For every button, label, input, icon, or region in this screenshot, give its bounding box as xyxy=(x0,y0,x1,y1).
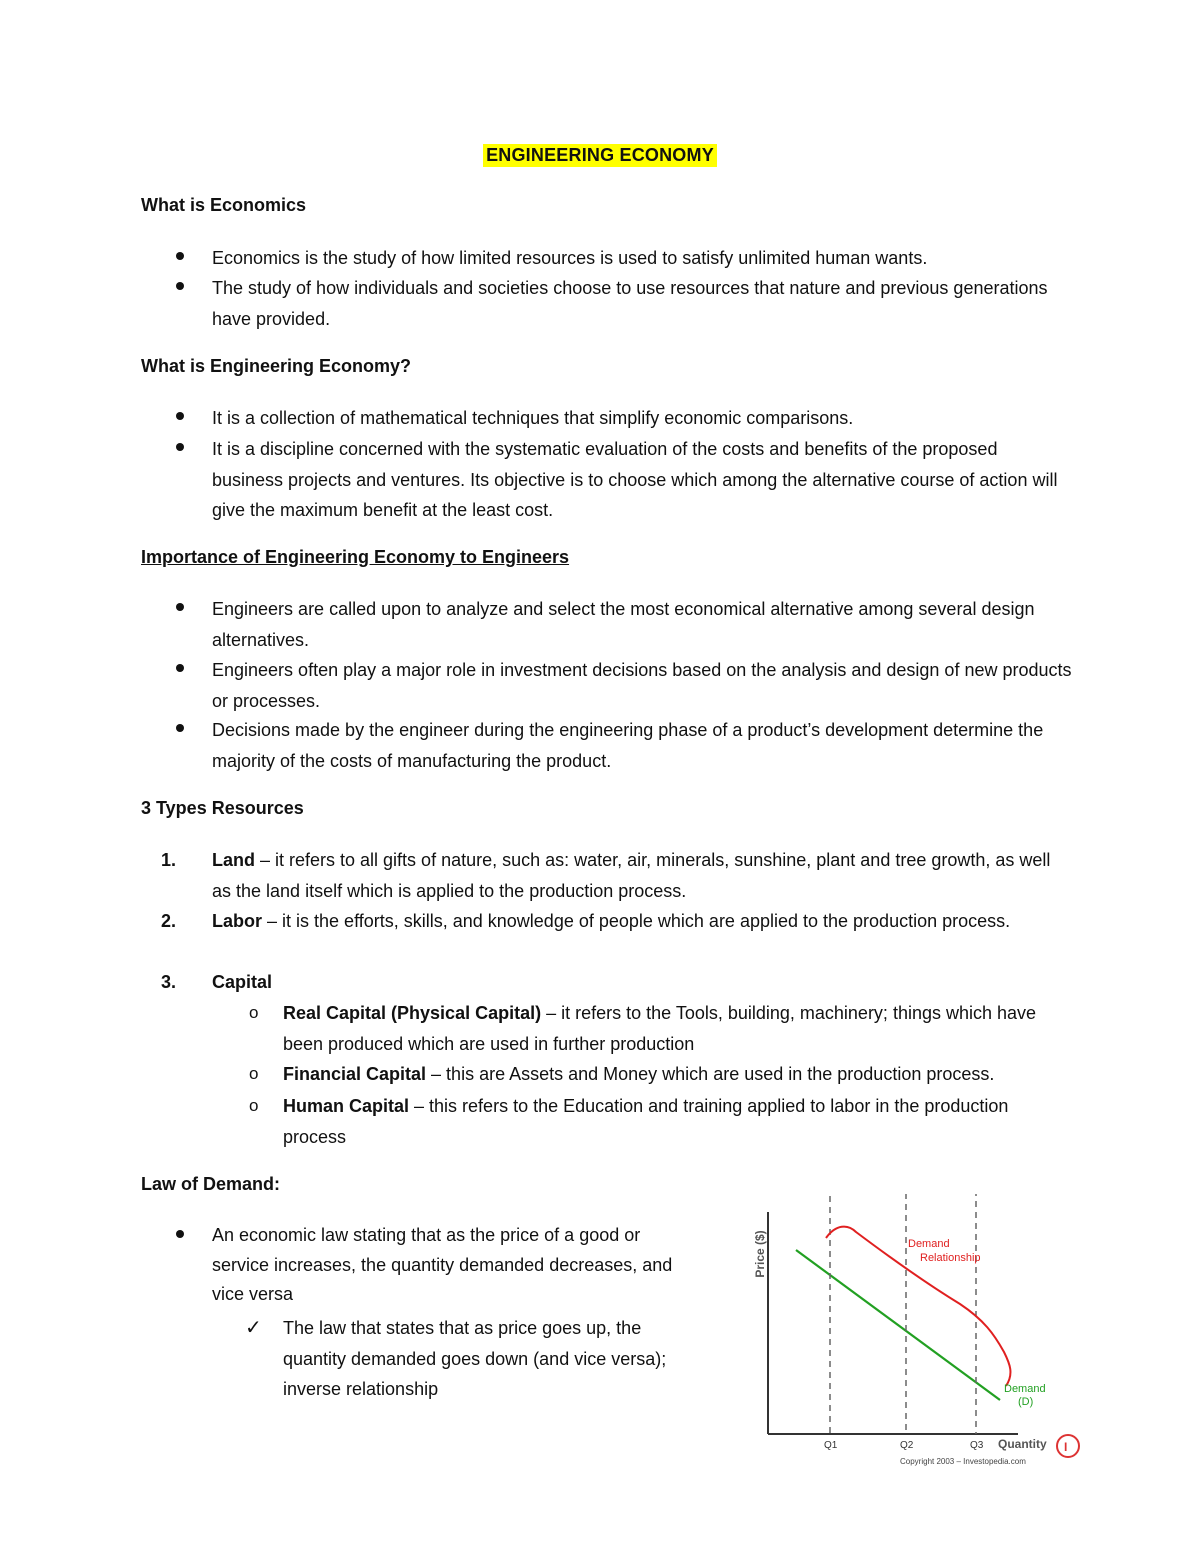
list-item xyxy=(212,1221,702,1310)
x-tick-label: Q2 xyxy=(900,1440,914,1451)
bullet-icon xyxy=(176,1230,184,1238)
bullet-icon xyxy=(176,724,184,732)
list-item xyxy=(212,715,1072,776)
list-item-text: Economics is the study of how limited resources is used to satisfy unlimited human wants. xyxy=(212,248,928,268)
x-axis-label: Quantity xyxy=(998,1437,1047,1451)
bullet-icon xyxy=(176,443,184,451)
bullet-icon xyxy=(176,603,184,611)
sub-bullet-marker: o xyxy=(249,1096,259,1115)
resource-term: Labor xyxy=(212,911,263,931)
sub-list-item xyxy=(249,1091,1073,1152)
bullet-icon xyxy=(176,282,184,290)
y-axis-label: Price ($) xyxy=(753,1230,767,1278)
list-item xyxy=(160,845,1072,906)
heading-engineering-economy: What is Engineering Economy? xyxy=(141,356,412,376)
list-item-text: The study of how individuals and societies choose to use resources that nature and previous generations have provided. xyxy=(212,278,1048,329)
resource-text: – it refers to all gifts of nature, such as: water, air, minerals, sunshine, plant and tree growth, as well as the land itself which is applied to the production process. xyxy=(212,850,1051,901)
heading-economics: What is Economics xyxy=(141,195,307,215)
copyright-text: Copyright 2003 – Investopedia.com xyxy=(900,1457,1026,1466)
list-item xyxy=(160,906,1072,937)
bullet-icon xyxy=(176,252,184,260)
list-item xyxy=(212,243,1072,274)
bullet-icon xyxy=(176,664,184,672)
capital-text: – this refers to the Education and training applied to labor in the production process xyxy=(283,1096,1009,1147)
list-number: 1. xyxy=(160,850,176,870)
checkmark-icon: ✓ xyxy=(245,1317,262,1339)
sub-bullet-marker: o xyxy=(249,1064,259,1083)
list-item xyxy=(212,273,1072,334)
heading-importance: Importance of Engineering Economy to Engineers xyxy=(141,547,570,567)
demand-chart xyxy=(748,1194,1088,1474)
annotation-relationship: Relationship xyxy=(920,1252,981,1264)
list-item-text: Engineers often play a major role in investment decisions based on the analysis and design of new products or processes. xyxy=(212,660,1072,711)
list-item xyxy=(212,594,1072,655)
sub-list-item xyxy=(249,1059,1073,1090)
list-item-text: Decisions made by the engineer during the engineering phase of a product’s development determine the majority of the costs of manufacturing the product. xyxy=(212,720,1044,771)
x-tick-label: Q1 xyxy=(824,1440,838,1451)
list-item xyxy=(212,434,1072,526)
list-item xyxy=(212,655,1072,716)
resource-term: Capital xyxy=(212,972,273,992)
capital-text: – it refers to the Tools, building, machinery; things which have been produced which are used in further production xyxy=(283,1003,1037,1054)
list-item-text: It is a discipline concerned with the systematic evaluation of the costs and benefits of the proposed business projects and ventures. Its objective is to choose which among the alternative course of action will give the maximum benefit at the least cost. xyxy=(212,439,1058,520)
curve-label: (D) xyxy=(1018,1396,1034,1408)
bullet-icon xyxy=(176,412,184,420)
capital-term: Financial Capital xyxy=(283,1064,427,1084)
x-tick-label: Q3 xyxy=(970,1440,984,1451)
sub-list-item xyxy=(249,998,1073,1059)
demand-chart-svg xyxy=(748,1194,1088,1474)
check-list-item xyxy=(245,1313,703,1405)
sub-bullet-marker: o xyxy=(249,1003,259,1022)
capital-term: Real Capital (Physical Capital) xyxy=(283,1003,542,1023)
heading-resources: 3 Types Resources xyxy=(141,798,304,818)
list-item-text: Engineers are called upon to analyze and select the most economical alternative among several design alternatives. xyxy=(212,599,1035,650)
title-wrap xyxy=(0,144,1200,167)
annotation-demand: Demand xyxy=(908,1238,950,1250)
demand-relationship-bracket xyxy=(826,1227,1010,1386)
resource-text: – it is the efforts, skills, and knowledge of people which are applied to the production process. xyxy=(262,911,1011,931)
list-item xyxy=(212,403,1072,434)
curve-label: Demand xyxy=(1004,1383,1046,1395)
heading-law-of-demand: Law of Demand: xyxy=(141,1174,281,1194)
capital-text: – this are Assets and Money which are used in the production process. xyxy=(426,1064,995,1084)
list-number: 3. xyxy=(160,972,176,992)
investopedia-logo-letter: I xyxy=(1064,1440,1068,1454)
list-item xyxy=(160,967,1072,998)
list-item-text: It is a collection of mathematical techniques that simplify economic comparisons. xyxy=(212,408,854,428)
document-title: ENGINEERING ECONOMY xyxy=(483,144,717,167)
capital-term: Human Capital xyxy=(283,1096,410,1116)
demand-curve xyxy=(796,1250,1000,1400)
list-item-text: The law that states that as price goes up, the quantity demanded goes down (and vice versa); inverse relationship xyxy=(283,1318,667,1399)
list-number: 2. xyxy=(160,911,176,931)
resource-term: Land xyxy=(212,850,255,870)
investopedia-logo xyxy=(1057,1435,1079,1457)
list-item-text: An economic law stating that as the price of a good or service increases, the quantity demanded decreases, and vice versa xyxy=(212,1225,673,1304)
